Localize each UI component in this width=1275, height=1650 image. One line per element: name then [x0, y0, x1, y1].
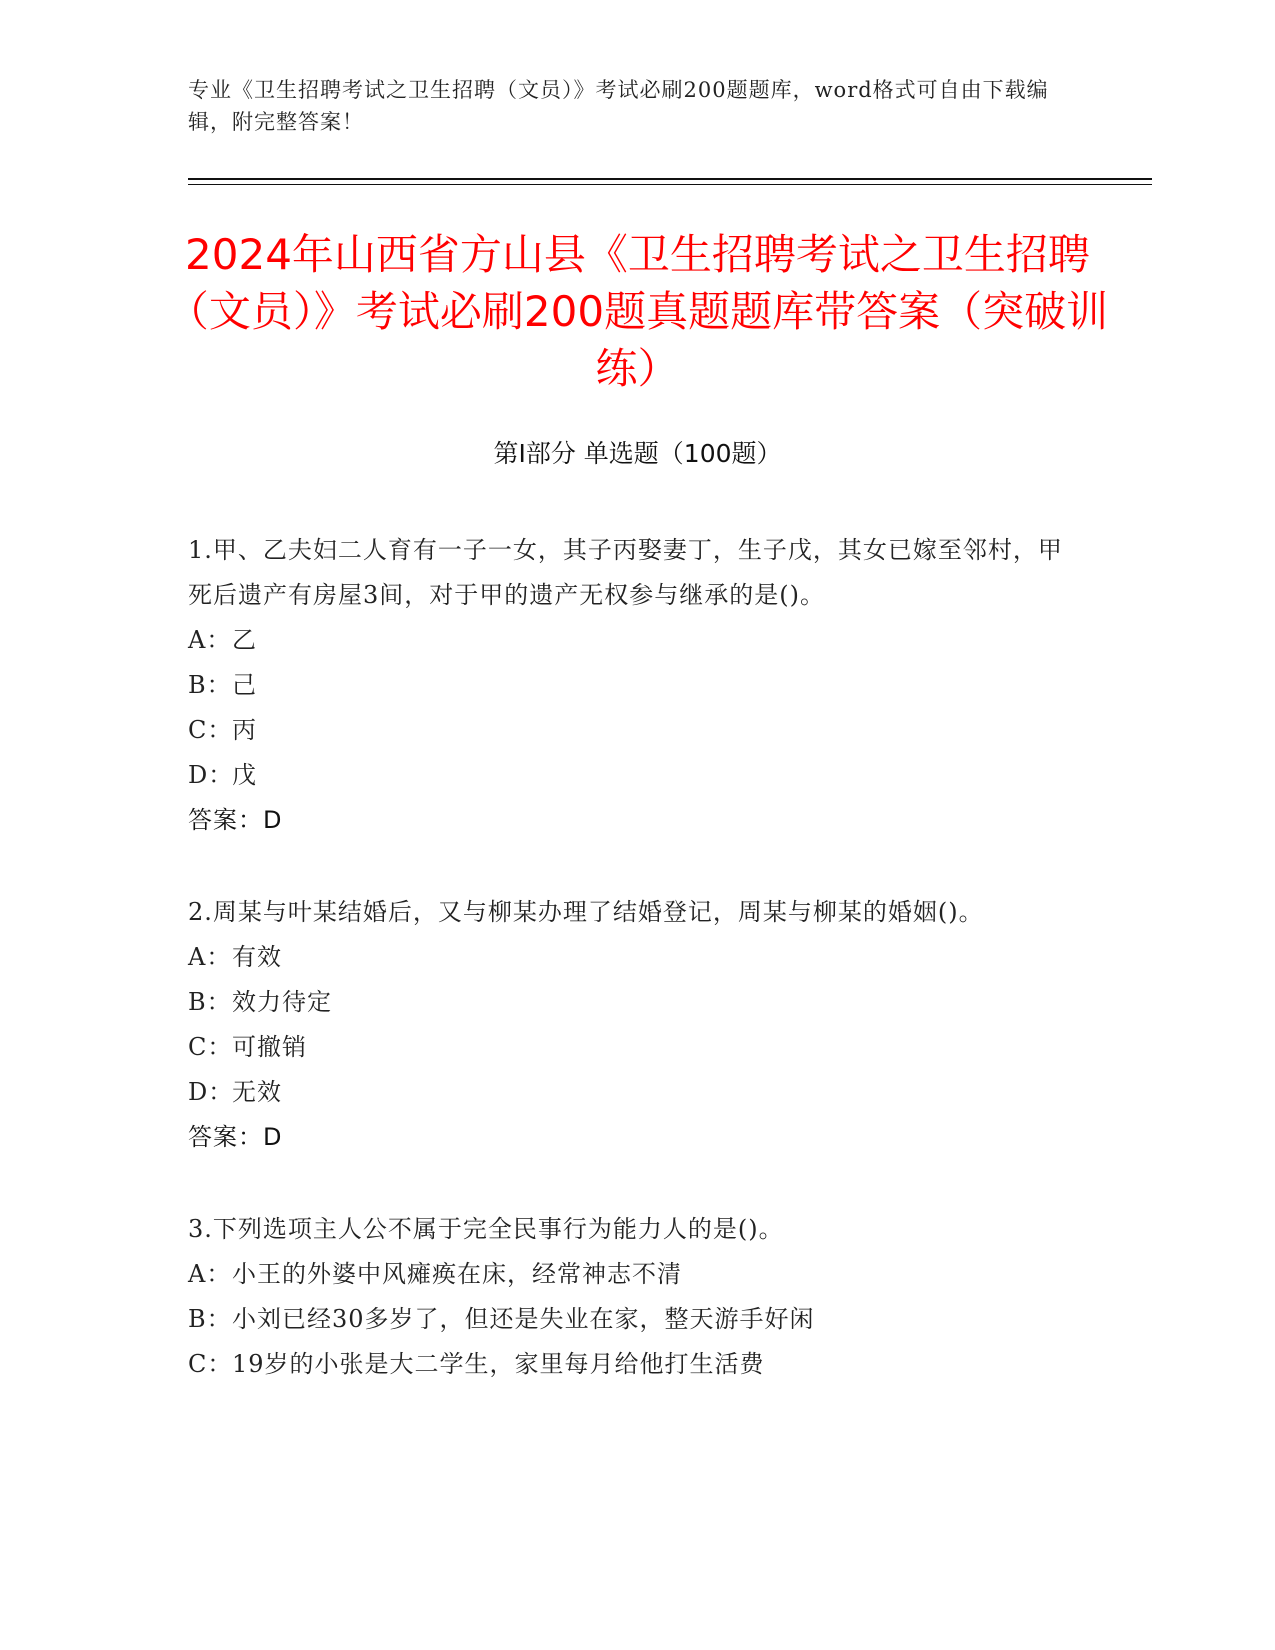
- header-note: 专业《卫生招聘考试之卫生招聘（文员）》考试必刷200题题库，word格式可自由下载编辑，附完整答案！: [188, 78, 1049, 134]
- option-d: [188, 1070, 1068, 1115]
- option-text: 丙: [232, 716, 257, 744]
- section-title: 第Ⅰ部分 单选题（100题）: [493, 439, 782, 468]
- option-key: C：: [188, 1033, 233, 1061]
- option-text: 乙: [232, 626, 257, 654]
- option-c: [188, 708, 1068, 753]
- option-key: C：: [188, 1350, 233, 1378]
- option-b: [188, 980, 1068, 1025]
- option-text: 有效: [232, 943, 282, 971]
- option-text: 19岁的小张是大二学生，家里每月给他打生活费: [232, 1350, 765, 1378]
- option-c: [188, 1025, 1068, 1070]
- header-divider-thick: [188, 178, 1152, 180]
- option-text: 己: [232, 671, 257, 699]
- option-d: [188, 753, 1068, 798]
- question-list: [188, 528, 1068, 1434]
- option-text: 可撤销: [232, 1033, 307, 1061]
- option-key: A：: [188, 1260, 232, 1288]
- option-key: B：: [188, 1305, 232, 1333]
- option-key: C：: [188, 716, 233, 744]
- question-stem: 3.下列选项主人公不属于完全民事行为能力人的是()。: [188, 1215, 784, 1243]
- question-stem: 2.周某与叶某结婚后，又与柳某办理了结婚登记，周某与柳某的婚姻()。: [188, 898, 984, 926]
- option-a: [188, 618, 1068, 663]
- option-a: [188, 935, 1068, 980]
- option-text: 小刘已经30多岁了，但还是失业在家，整天游手好闲: [232, 1305, 815, 1333]
- option-key: B：: [188, 988, 232, 1016]
- option-key: A：: [188, 626, 232, 654]
- option-b: [188, 663, 1068, 708]
- answer-line: 答案：D: [188, 806, 283, 834]
- option-key: D：: [188, 1078, 234, 1106]
- option-key: D：: [188, 761, 234, 789]
- option-a: [188, 1252, 1068, 1297]
- option-key: A：: [188, 943, 232, 971]
- header-divider-thin: [188, 184, 1152, 185]
- option-b: [188, 1297, 1068, 1342]
- question-stem: 1.甲、乙夫妇二人育有一子一女，其子丙娶妻丁，生子戊，其女已嫁至邻村，甲死后遗产有房屋3间，对于甲的遗产无权参与继承的是()。: [188, 536, 1063, 609]
- option-text: 效力待定: [232, 988, 332, 1016]
- question-item: [188, 528, 1068, 843]
- option-text: 无效: [232, 1078, 282, 1106]
- document-title: 2024年山西省方山县《卫生招聘考试之卫生招聘（文员）》考试必刷200题真题题库带答案（突破训练）: [166, 230, 1109, 393]
- option-text: 小王的外婆中风瘫痪在床，经常神志不清: [232, 1260, 682, 1288]
- question-item: [188, 1207, 1068, 1387]
- option-key: B：: [188, 671, 232, 699]
- option-text: 戊: [232, 761, 257, 789]
- question-item: [188, 890, 1068, 1160]
- option-c: [188, 1342, 1068, 1387]
- answer-line: 答案：D: [188, 1123, 283, 1151]
